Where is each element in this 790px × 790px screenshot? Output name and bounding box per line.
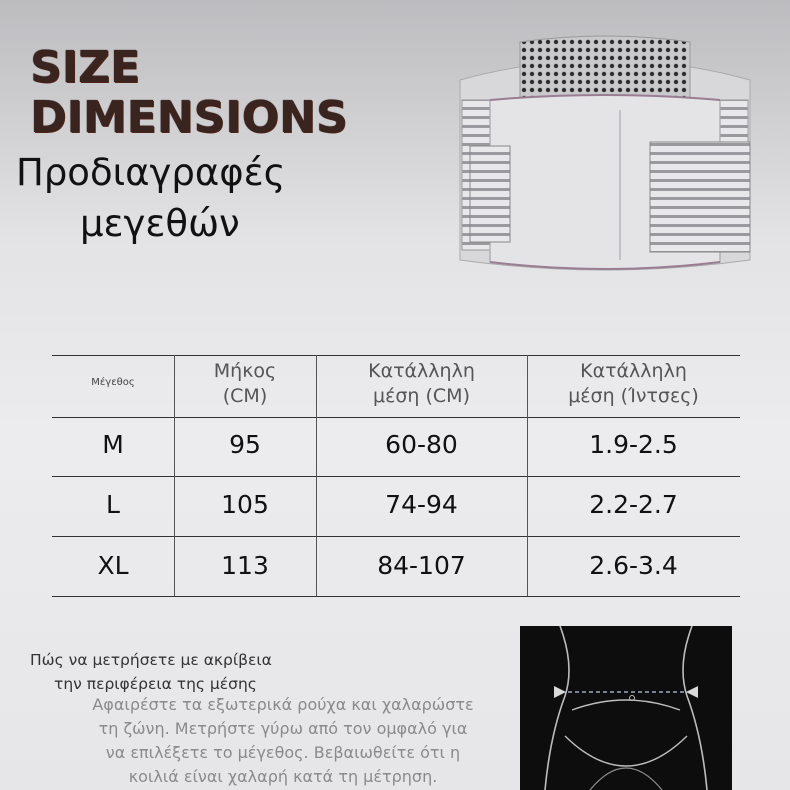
cell-waist-inch: 2.6-3.4 (589, 551, 678, 580)
title-dimensions: DIMENSIONS (30, 92, 348, 143)
instruction-line: τη ζώνη. Μετρήστε γύρω από τον ομφαλό για (98, 719, 468, 738)
instruction-line: κοιλιά είναι χαλαρή κατά τη μέτρηση. (128, 767, 438, 786)
header-waist-cm-line1: Κατάλληλη (368, 360, 475, 382)
greek-title-line1: Προδιαγραφές (16, 151, 286, 194)
instruction-line: Αφαιρέστε τα εξωτερικά ρούχα και χαλαρώστε (92, 695, 474, 714)
cell-size: M (102, 430, 124, 459)
header-waist-inch (527, 359, 740, 409)
title-size: SIZE (30, 42, 141, 93)
cell-size: L (106, 490, 120, 519)
waist-belt-image (440, 30, 770, 290)
cell-waist-inch: 2.2-2.7 (589, 490, 678, 519)
table-bottom-border (52, 596, 740, 597)
header-length-line2: (CM) (222, 385, 268, 407)
table-row-border (52, 476, 740, 477)
greek-title-line2: μεγεθών (80, 202, 240, 245)
waist-measurement-diagram (520, 626, 732, 790)
size-table (52, 355, 740, 600)
cell-waist-cm: 60-80 (385, 430, 458, 459)
table-row-border (52, 536, 740, 537)
header-waist-cm-line2: μέση (CM) (373, 385, 470, 407)
header-size: Μέγεθος (91, 377, 135, 388)
header-waist-cm (316, 359, 527, 409)
how-to-title (30, 648, 330, 696)
cell-size: XL (97, 551, 129, 580)
cell-length: 95 (229, 430, 261, 459)
header-waist-inch-line2: μέση (Ίντσες) (568, 385, 699, 407)
how-to-instructions (58, 693, 508, 789)
cell-waist-cm: 84-107 (377, 551, 466, 580)
header-length (174, 359, 316, 409)
cell-waist-inch: 1.9-2.5 (589, 430, 678, 459)
header-length-line1: Μήκος (213, 360, 277, 382)
cell-length: 105 (221, 490, 269, 519)
how-to-title-line2: την περιφέρεια της μέσης (54, 675, 257, 693)
cell-waist-cm: 74-94 (385, 490, 458, 519)
cell-length: 113 (221, 551, 269, 580)
how-to-title-line1: Πώς να μετρήσετε με ακρίβεια (30, 651, 272, 669)
table-top-border (52, 355, 740, 356)
table-header-border (52, 417, 740, 418)
instruction-line: να επιλέξετε το μέγεθος. Βεβαιωθείτε ότι η (105, 743, 461, 762)
header-waist-inch-line1: Κατάλληλη (580, 360, 687, 382)
